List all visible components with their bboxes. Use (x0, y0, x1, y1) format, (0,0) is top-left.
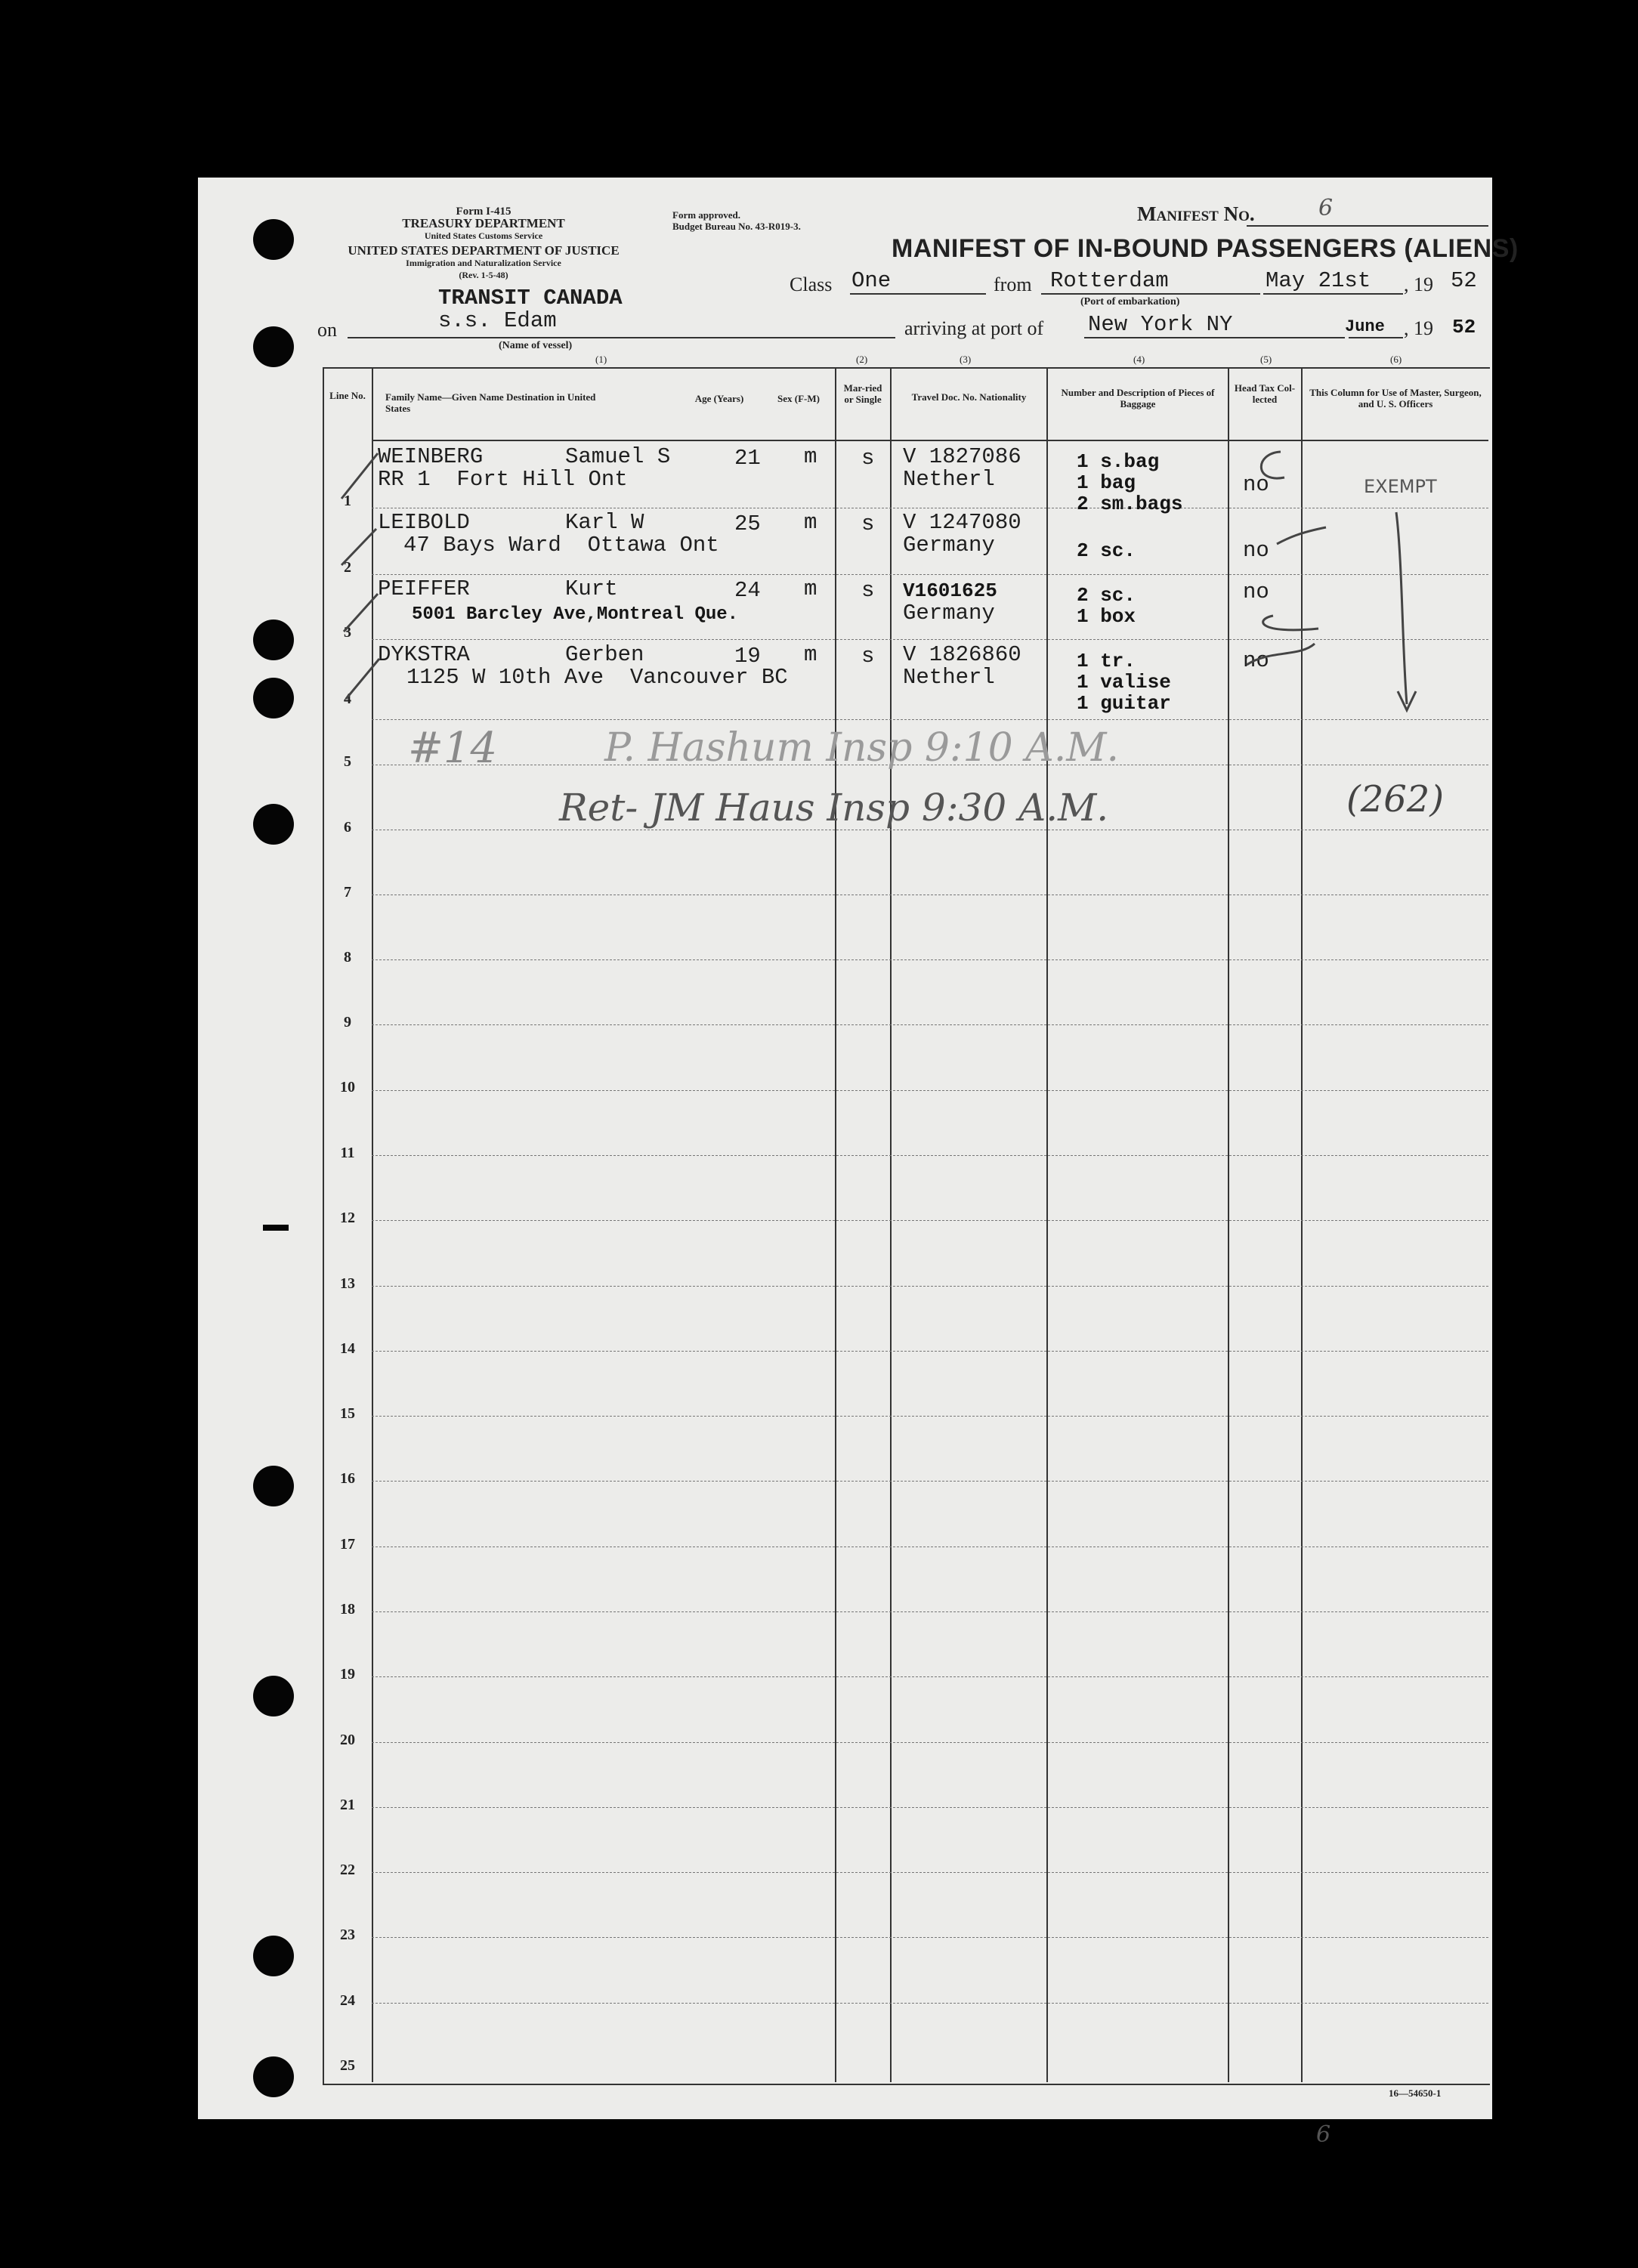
form-number: Form I-415 (456, 205, 511, 218)
line-number: 6 (344, 819, 351, 836)
line-number: 9 (344, 1014, 351, 1030)
marital-status: s (861, 578, 875, 603)
form-revision: (Rev. 1-5-48) (459, 270, 508, 280)
baggage-line: 1 s.bag (1077, 450, 1160, 473)
dept-treasury: TREASURY DEPARTMENT (402, 216, 565, 230)
destination: 47 Bays Ward Ottawa Ont (403, 533, 719, 558)
port-caption: (Port of embarkation) (1080, 296, 1180, 307)
arrival-month: June (1345, 317, 1385, 336)
col-num-4: (4) (1133, 354, 1145, 365)
destination: RR 1 Fort Hill Ont (378, 467, 628, 492)
inspection-number: #14 (408, 724, 498, 773)
given-name: Kurt (565, 576, 618, 601)
travel-doc: V 1827086 (903, 444, 1021, 469)
destination: 5001 Barcley Ave,Montreal Que. (412, 604, 739, 625)
travel-doc: V 1826860 (903, 642, 1021, 667)
line-number: 21 (340, 1797, 355, 1813)
arrival-year: 52 (1452, 316, 1476, 338)
header-line-no: Line No. (329, 390, 366, 401)
nationality: Netherl (903, 467, 995, 492)
nationality: Netherl (903, 665, 995, 690)
line-number: 18 (340, 1601, 355, 1618)
departure-year: 52 (1451, 268, 1477, 293)
on-label: on (317, 319, 337, 341)
line-number: 12 (340, 1210, 355, 1226)
travel-doc: V1601625 (903, 579, 997, 602)
line-number: 3 (344, 624, 351, 641)
given-name: Samuel S (565, 444, 671, 469)
page-mark: 6 (1316, 2121, 1331, 2148)
baggage-line: 2 sc. (1077, 584, 1136, 607)
line-number: 11 (340, 1145, 355, 1161)
baggage-line: 1 guitar (1077, 692, 1171, 715)
nationality: Germany (903, 533, 995, 558)
baggage-line: 1 valise (1077, 671, 1171, 694)
line-number: 15 (340, 1405, 355, 1422)
family-name: PEIFFER (378, 576, 470, 601)
head-tax: no (1243, 472, 1269, 497)
line-number: 20 (340, 1732, 355, 1748)
age: 21 (734, 446, 761, 471)
dept-customs: United States Customs Service (424, 230, 543, 241)
vessel-name: s.s. Edam (438, 308, 557, 333)
officer-note: EXEMPT (1364, 476, 1437, 497)
line-number: 22 (340, 1862, 355, 1878)
marital-status: s (861, 644, 875, 669)
baggage-line: 1 bag (1077, 471, 1136, 494)
return-signature: Ret- JM Haus Insp 9:30 A.M. (559, 786, 1109, 830)
line-number: 16 (340, 1470, 355, 1487)
line-number: 5 (344, 753, 351, 770)
inspector-signature: P. Hashum Insp 9:10 A.M. (604, 725, 1120, 771)
family-name: DYKSTRA (378, 642, 470, 667)
baggage-line: 2 sm.bags (1077, 493, 1183, 515)
col-num-3: (3) (960, 354, 972, 365)
line-number: 25 (340, 2057, 355, 2074)
line-number: 7 (344, 884, 351, 901)
line-number: 23 (340, 1927, 355, 1943)
age: 24 (734, 578, 761, 603)
baggage-line: 1 box (1077, 605, 1136, 628)
arrival-year-prefix: , 19 (1404, 317, 1433, 339)
nationality: Germany (903, 601, 995, 626)
marital-status: s (861, 511, 875, 536)
header-officers: This Column for Use of Master, Surgeon, and U. S. Officers (1309, 387, 1482, 409)
line-number: 8 (344, 949, 351, 966)
from-value: Rotterdam (1050, 268, 1169, 293)
class-label: Class (790, 273, 833, 295)
col-num-6: (6) (1390, 354, 1402, 365)
transit-label: TRANSIT CANADA (438, 286, 623, 311)
sex: m (804, 576, 817, 601)
line-number: 13 (340, 1275, 355, 1292)
age: 19 (734, 644, 761, 669)
from-label: from (994, 273, 1032, 295)
arriving-label: arriving at port of (904, 317, 1044, 339)
marital-status: s (861, 446, 875, 471)
record-number: (262) (1346, 778, 1445, 820)
line-number: 2 (344, 559, 351, 576)
print-code: 16—54650-1 (1389, 2087, 1442, 2099)
vessel-caption: (Name of vessel) (499, 340, 573, 351)
line-number: 17 (340, 1536, 355, 1553)
sex: m (804, 510, 817, 535)
manifest-title: MANIFEST OF IN-BOUND PASSENGERS (ALIENS) (892, 234, 1519, 263)
line-number: 1 (344, 493, 351, 509)
arrival-port: New York NY (1088, 312, 1233, 337)
budget-text: Budget Bureau No. 43-R019-3. (672, 221, 801, 232)
header-name: Family Name—Given Name Destination in United States (385, 391, 596, 414)
sex: m (804, 642, 817, 667)
line-number: 14 (340, 1340, 355, 1357)
family-name: LEIBOLD (378, 510, 470, 535)
manifest-number-label: Manifest No. (1137, 202, 1255, 225)
head-tax: no (1243, 648, 1269, 673)
line-number: 24 (340, 1992, 355, 2009)
header-travel-doc: Travel Doc. No. Nationality (911, 391, 1027, 403)
header-baggage: Number and Description of Pieces of Baggage (1061, 387, 1215, 409)
head-tax: no (1243, 538, 1269, 563)
line-number: 10 (340, 1079, 355, 1095)
head-tax: no (1243, 579, 1269, 604)
header-married: Mar-ried or Single (843, 382, 882, 405)
travel-doc: V 1247080 (903, 510, 1021, 535)
family-name: WEINBERG (378, 444, 484, 469)
sex: m (804, 444, 817, 469)
departure-date: May 21st (1266, 268, 1371, 293)
line-number: 19 (340, 1666, 355, 1682)
dept-justice: UNITED STATES DEPARTMENT OF JUSTICE (348, 243, 620, 258)
col-num-2: (2) (856, 354, 868, 365)
header-head-tax: Head Tax Col-lected (1234, 382, 1296, 405)
line-number: 4 (344, 691, 351, 707)
baggage-line: 2 sc. (1077, 539, 1136, 562)
manifest-number: 6 (1318, 195, 1334, 221)
dept-immigration: Immigration and Naturalization Service (406, 258, 561, 268)
age: 25 (734, 511, 761, 536)
destination: 1125 W 10th Ave Vancouver BC (406, 665, 788, 690)
col-num-1: (1) (595, 354, 607, 365)
year-prefix: , 19 (1404, 273, 1433, 295)
header-age: Age (Years) (694, 393, 744, 404)
class-value: One (851, 268, 892, 293)
given-name: Karl W (565, 510, 644, 535)
col-num-5: (5) (1260, 354, 1272, 365)
baggage-line: 1 tr. (1077, 650, 1136, 672)
header-sex: Sex (F-M) (777, 393, 820, 404)
approval-text: Form approved. (672, 209, 741, 221)
given-name: Gerben (565, 642, 644, 667)
